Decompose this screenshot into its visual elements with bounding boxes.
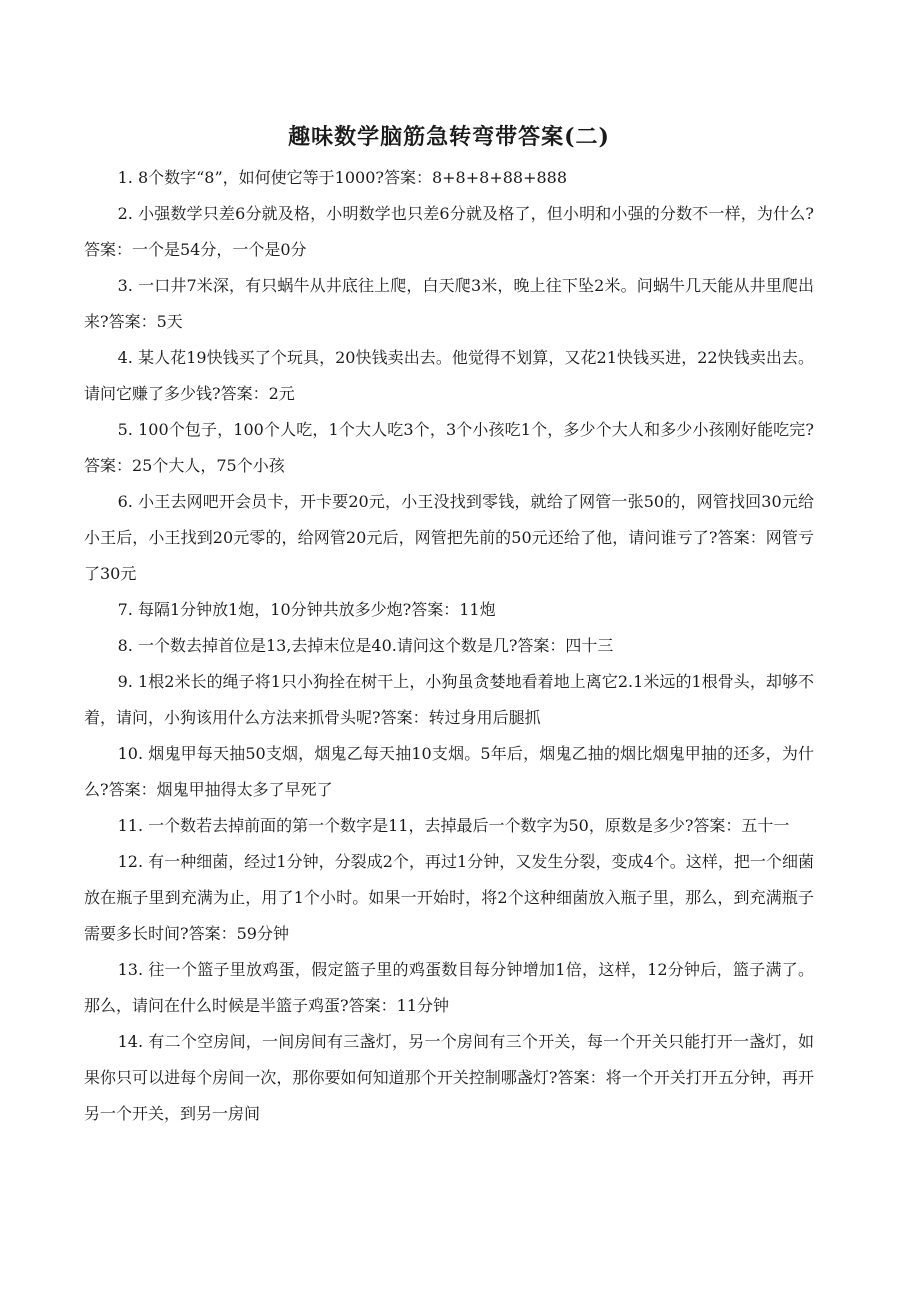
question-item: 10. 烟鬼甲每天抽50支烟，烟鬼乙每天抽10支烟。5年后，烟鬼乙抽的烟比烟鬼甲抽的还多，为什么?答案：烟鬼甲抽得太多了早死了 [84, 744, 814, 799]
question-item: 8. 一个数去掉首位是13,去掉末位是40.请问这个数是几?答案：四十三 [117, 636, 614, 655]
document-page [84, 118, 814, 1132]
question-item: 13. 往一个篮子里放鸡蛋，假定篮子里的鸡蛋数目每分钟增加1倍，这样，12分钟后，篮子满了。那么，请问在什么时候是半篮子鸡蛋?答案：11分钟 [84, 960, 814, 1015]
question-item: 12. 有一种细菌，经过1分钟，分裂成2个，再过1分钟，又发生分裂，变成4个。这样，把一个细菌放在瓶子里到充满为止，用了1个小时。如果一开始时，将2个这种细菌放入瓶子里，那么，到充满瓶子需要多长时间?答案：59分钟 [84, 852, 814, 943]
question-item: 6. 小王去网吧开会员卡，开卡要20元，小王没找到零钱，就给了网管一张50的，网管找回30元给小王后，小王找到20元零的，给网管20元后，网管把先前的50元还给了他，请问谁亏了?答案：网管亏了30元 [84, 492, 814, 583]
question-item: 7. 每隔1分钟放1炮，10分钟共放多少炮?答案：11炮 [117, 600, 496, 619]
question-item: 11. 一个数若去掉前面的第一个数字是11，去掉最后一个数字为50，原数是多少?答案：五十一 [117, 816, 790, 835]
question-list [84, 160, 814, 1132]
question-item: 2. 小强数学只差6分就及格，小明数学也只差6分就及格了，但小明和小强的分数不一样，为什么?答案：一个是54分，一个是0分 [84, 204, 814, 259]
question-item: 3. 一口井7米深，有只蜗牛从井底往上爬，白天爬3米，晚上往下坠2米。问蜗牛几天能从井里爬出来?答案：5天 [84, 276, 814, 331]
question-item: 5. 100个包子，100个人吃，1个大人吃3个，3个小孩吃1个，多少个大人和多少小孩刚好能吃完?答案：25个大人，75个小孩 [84, 420, 814, 475]
question-item: 1. 8个数字“8”，如何使它等于1000?答案：8+8+8+88+888 [117, 168, 568, 187]
question-item: 4. 某人花19快钱买了个玩具，20快钱卖出去。他觉得不划算，又花21快钱买进，22快钱卖出去。请问它赚了多少钱?答案：2元 [84, 348, 814, 403]
question-item: 9. 1根2米长的绳子将1只小狗拴在树干上，小狗虽贪婪地看着地上离它2.1米远的1根骨头，却够不着，请问，小狗该用什么方法来抓骨头呢?答案：转过身用后腿抓 [84, 672, 814, 727]
document-title: 趣味数学脑筋急转弯带答案(二) [288, 124, 610, 150]
question-item: 14. 有二个空房间，一间房间有三盏灯，另一个房间有三个开关，每一个开关只能打开一盏灯，如果你只可以进每个房间一次，那你要如何知道那个开关控制哪盏灯?答案：将一个开关打开五分钟，再开另一个开关，到另一房间 [84, 1032, 814, 1123]
